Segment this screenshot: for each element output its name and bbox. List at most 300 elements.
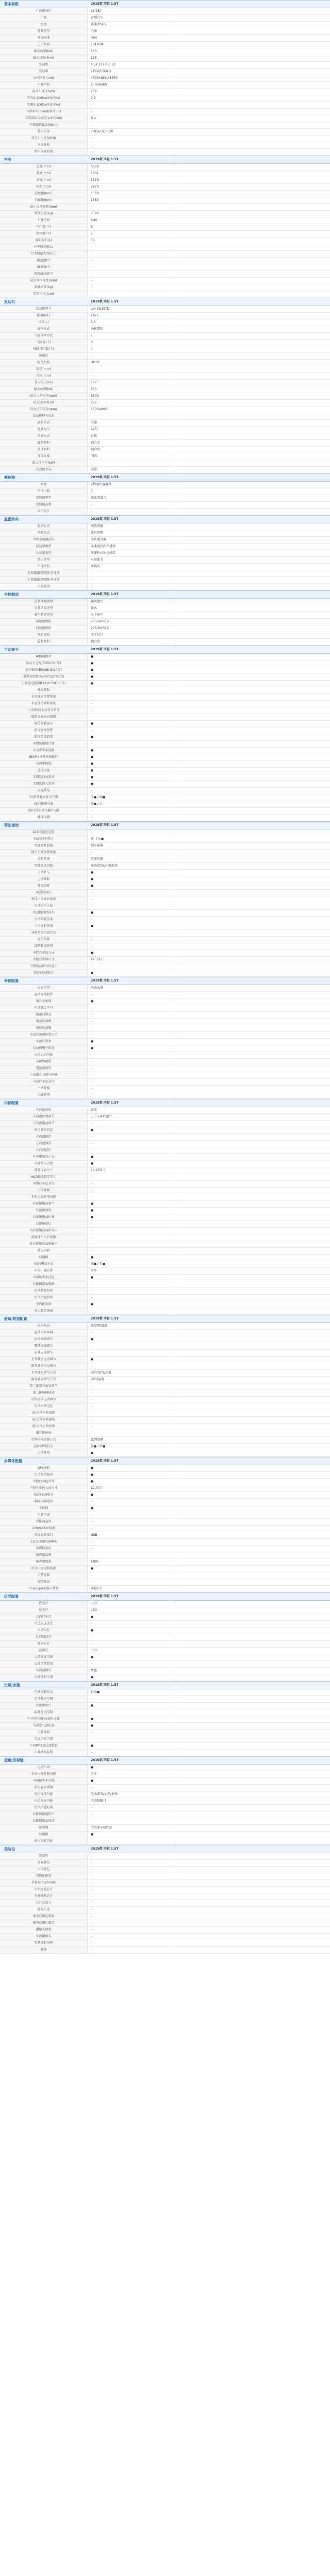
spec-row-spacer [175,1519,330,1525]
spec-row [0,863,330,870]
spec-row [0,1330,330,1336]
spec-label: 电动车窗 [0,1765,88,1771]
spec-row-spacer [175,1147,330,1154]
spec-value: 铝合金 [88,639,175,645]
spec-row [0,1167,330,1174]
spec-label: 能源类型 [0,28,88,35]
spec-value: - [88,353,175,359]
spec-row [0,1860,330,1867]
spec-value: 承载式 [88,564,175,570]
spec-value: - [88,943,175,950]
spec-value: - [88,109,175,115]
spec-value: 1560 [88,191,175,197]
spec-label: 座椅高低调节 [0,1336,88,1343]
spec-label: 后排液晶屏 [0,1519,88,1525]
spec-label: 外后视镜自动防眩目 [0,1241,88,1247]
spec-row-spacer [175,550,330,556]
spec-row [0,420,330,427]
spec-value: - [88,1709,175,1716]
spec-label: 纵向通过角(°) [0,271,88,277]
section-header-spacer [175,1458,330,1465]
spec-value: - [88,1181,175,1187]
spec-row [0,171,330,177]
spec-row [0,1614,330,1621]
spec-row [0,1947,330,1954]
spec-row-spacer [175,774,330,781]
spec-row-spacer [175,577,330,583]
spec-row-spacer [175,856,330,862]
spec-label: 胎压监测装置 [0,734,88,740]
spec-row-spacer [175,943,330,950]
spec-value: SUV [88,217,175,224]
spec-row-spacer [175,1907,330,1913]
spec-row [0,896,330,903]
spec-label: 后座出风口 [0,1703,88,1709]
spec-row-spacer [175,654,330,660]
spec-row [0,177,330,184]
spec-label: 最高车速(km/h) [0,89,88,95]
spec-value: - [88,204,175,210]
spec-label: 方向盘加热 [0,1141,88,1147]
section-title: 车身 [4,158,11,162]
spec-row-spacer [175,231,330,237]
spec-label: 后视镜电动调节 [0,1201,88,1207]
spec-label: 配气机构 [0,360,88,366]
spec-value: - [88,1519,175,1525]
spec-label: 大灯延时关闭 [0,1674,88,1681]
spec-row-spacer [175,1025,330,1031]
spec-label: 挡位个数 [0,488,88,495]
spec-row-spacer [175,1134,330,1140]
spec-value: - [88,1065,175,1072]
spec-label: 语音识别控制系统 [0,1566,88,1572]
spec-row [0,191,330,197]
spec-row [0,1811,330,1818]
spec-row [0,1765,330,1771]
spec-label: 副驾驶座电动调节 [0,1363,88,1369]
spec-row [0,1370,330,1377]
spec-value: - [88,278,175,284]
spec-label: 后视镜电动折叠 [0,1214,88,1221]
spec-value: ● [88,1201,175,1207]
spec-label: 电池预加热 [0,1065,88,1072]
spec-value: - [88,1188,175,1194]
spec-row-spacer [175,1736,330,1742]
spec-label: 备胎规格 [0,632,88,638]
spec-label: 运动外观套件 [0,992,88,998]
spec-value: ● [88,1778,175,1784]
spec-row-spacer [175,1288,330,1294]
spec-label: 主驾驶座调节方式 [0,1370,88,1376]
spec-row-spacer [175,1417,330,1423]
spec-row-spacer [175,55,330,61]
spec-row [0,1709,330,1716]
spec-row [0,244,330,251]
spec-row [0,433,330,440]
spec-row-spacer [175,184,330,190]
spec-row-spacer [175,1947,330,1953]
spec-row [0,1913,330,1920]
spec-row-spacer [175,1485,330,1492]
spec-value: - [88,1641,175,1647]
spec-label: 内后视镜自动防眩目 [0,1228,88,1234]
spec-row-spacer [175,1873,330,1879]
spec-label: 整车保修政策 [0,149,88,155]
spec-value: ● [88,1703,175,1709]
spec-value: LED [88,1607,175,1614]
spec-row-spacer [175,1121,330,1127]
spec-label: 最小离地间隙(mm) [0,204,88,210]
spec-row [0,69,330,75]
spec-row-spacer [175,584,330,590]
spec-label: 最大净功率(kW) [0,460,88,466]
spec-label: 主驾驶座电动调节 [0,1357,88,1363]
spec-row-spacer [175,1867,330,1873]
spec-row-spacer [175,1785,330,1791]
spec-label: 主动降噪 [0,1086,88,1092]
spec-label: 接近角(°) [0,258,88,264]
spec-row-spacer [175,1281,330,1287]
spec-value: - [88,1147,175,1154]
spec-row-spacer [175,1377,330,1383]
spec-row [0,667,330,674]
spec-row-spacer [175,1716,330,1722]
spec-value: - [88,1940,175,1946]
spec-row-spacer [175,1444,330,1450]
spec-row-spacer [175,75,330,81]
spec-row-spacer [175,495,330,501]
spec-row [0,1505,330,1512]
spec-row-spacer [175,1390,330,1396]
spec-row [0,1012,330,1019]
spec-row [0,768,330,774]
spec-row-spacer [175,1107,330,1113]
spec-row-spacer [175,674,330,680]
spec-value: - [88,1805,175,1811]
spec-row [0,1791,330,1798]
spec-value: 前后/靠背 [88,1377,175,1383]
spec-row-spacer [175,1601,330,1607]
spec-label: 车内空气调节/花粉过滤 [0,1716,88,1722]
spec-row [0,856,330,863]
spec-row [0,761,330,768]
spec-row [0,380,330,386]
spec-row-spacer [175,238,330,244]
spec-row [0,1201,330,1208]
spec-row-spacer [175,1330,330,1336]
spec-value: - [88,1920,175,1926]
spec-row-spacer [175,748,330,754]
spec-value: - [88,284,175,291]
spec-row-spacer [175,502,330,508]
spec-label: 手机APP远程功能 [0,1880,88,1886]
spec-value: 235/50 R19 [88,625,175,632]
spec-row [0,674,330,681]
spec-row [0,1188,330,1194]
spec-value: - [88,509,175,515]
spec-row-spacer [175,1771,330,1777]
spec-row [0,599,330,605]
spec-value: - [88,460,175,466]
spec-value: ● [88,654,175,660]
spec-row [0,211,330,217]
section-title: 发动机 [4,300,15,304]
spec-label: 车联网 [0,1505,88,1512]
spec-row-spacer [175,346,330,352]
spec-value: - [88,149,175,155]
spec-row [0,1648,330,1654]
spec-label: 车身结构 [0,82,88,88]
spec-row [0,883,330,890]
spec-row-spacer [175,937,330,943]
spec-row-spacer [175,1860,330,1866]
spec-row [0,1674,330,1681]
spec-label: 上市时间 [0,42,88,48]
spec-row-spacer [175,1811,330,1818]
spec-row [0,1194,330,1201]
spec-row [0,488,330,495]
spec-label: 方向盘电动调节 [0,1121,88,1127]
spec-value: ● [88,1275,175,1281]
spec-row [0,1336,330,1343]
spec-row [0,1410,330,1417]
spec-label: 方向盘位置调节 [0,1114,88,1120]
spec-label: 整备质量(kg) [0,211,88,217]
spec-row [0,1107,330,1114]
spec-row-spacer [175,69,330,75]
spec-label: 最大功率转速(rpm) [0,393,88,399]
spec-label: 气缸数(个) [0,340,88,346]
spec-value: 全车 [88,1268,175,1274]
spec-label: 多媒体系统 [0,1546,88,1552]
spec-value: 7挡湿式双离合 [88,482,175,488]
spec-row-spacer [175,400,330,406]
spec-row-spacer [175,537,330,543]
spec-row-spacer [175,923,330,929]
spec-value: ● [88,970,175,976]
spec-value: USB [88,1532,175,1538]
spec-row-spacer [175,870,330,876]
spec-row [0,1893,330,1900]
spec-label: 倒车车侧预警系统 [0,850,88,856]
spec-label: 发动机启停技术 [0,910,88,916]
spec-value: 7 [88,488,175,495]
spec-row [0,523,330,530]
spec-value: ● [88,674,175,680]
section-model-name: 2019款 四驱 1.5T [91,2,119,6]
spec-label: 排量(L) [0,319,88,326]
spec-label: 缸径(mm) [0,366,88,372]
spec-label: 后排侧遮阳帘 [0,1288,88,1294]
spec-section [0,473,330,515]
spec-label: 蓝牙/车载电话 [0,1492,88,1498]
spec-row-spacer [175,1654,330,1660]
spec-row [0,1873,330,1880]
spec-row-spacer [175,89,330,95]
spec-row-spacer [175,930,330,936]
spec-value: - [88,373,175,379]
spec-row [0,284,330,291]
spec-label: HUD抬头数字显示 [0,1174,88,1180]
spec-row [0,788,330,794]
spec-value: - [88,1661,175,1667]
spec-value: 12.3英寸 [88,1485,175,1492]
spec-label: 前/后驻车雷达 [0,836,88,842]
spec-row [0,843,330,850]
spec-label: 满载质量(kg) [0,284,88,291]
section-model-name: 2019款 四驱 1.5T [91,476,119,479]
spec-row-spacer [175,950,330,956]
spec-label: 工信部综合油耗(L/100km) [0,115,88,122]
spec-value: - [88,1221,175,1227]
spec-row [0,707,330,714]
spec-row-spacer [175,1092,330,1098]
spec-label: 后视镜记忆 [0,1221,88,1227]
spec-row-spacer [175,251,330,257]
spec-value: - [88,992,175,998]
spec-row [0,1479,330,1485]
spec-row [0,22,330,28]
spec-row-spacer [175,1039,330,1045]
spec-row-spacer [175,482,330,488]
spec-label: 膝部气囊 [0,815,88,821]
spec-row [0,258,330,264]
spec-value: - [88,1546,175,1552]
spec-label: 前/后排座椅加热 [0,1410,88,1416]
spec-row-spacer [175,836,330,842]
spec-section [0,590,330,646]
spec-value: - [88,1343,175,1349]
spec-row-spacer [175,1648,330,1654]
spec-row [0,570,330,577]
spec-label: 最大功率(kW) [0,386,88,393]
spec-label: 行车电脑显示屏 [0,1154,88,1160]
spec-row-spacer [175,1940,330,1946]
spec-value: 国VI [88,453,175,460]
spec-row [0,313,330,319]
spec-row-spacer [175,619,330,625]
spec-row-spacer [175,998,330,1005]
spec-row [0,619,330,625]
spec-value: 倒车影像 [88,843,175,849]
spec-value: - [88,694,175,700]
spec-label: 侧滑门形式 [0,1012,88,1018]
spec-label: 前/后排侧气囊 [0,801,88,807]
spec-row [0,28,330,35]
spec-label: 多功能方向盘 [0,1127,88,1133]
spec-row [0,149,330,156]
spec-row-spacer [175,340,330,346]
spec-row [0,625,330,632]
spec-section [0,1592,330,1681]
spec-value: - [88,1383,175,1389]
spec-label: 巡航系统 [0,856,88,862]
spec-value: ● [88,774,175,781]
spec-row [0,1039,330,1045]
spec-row-spacer [175,28,330,35]
spec-row-spacer [175,1127,330,1133]
spec-value: - [88,1552,175,1558]
spec-row [0,271,330,278]
spec-row-spacer [175,1437,330,1443]
spec-row [0,1045,330,1052]
spec-row [0,1450,330,1457]
spec-row [0,1634,330,1641]
spec-value: 2670 [88,184,175,190]
spec-row [0,1121,330,1127]
spec-value: - [88,850,175,856]
spec-value: DOHC [88,360,175,366]
spec-value: 全车 [88,1771,175,1777]
spec-value: - [88,1417,175,1423]
spec-row-spacer [175,1559,330,1565]
spec-row-spacer [175,1208,330,1214]
spec-row-spacer [175,1920,330,1926]
spec-label: 长*宽*高(mm) [0,75,88,81]
spec-value: - [88,1621,175,1627]
spec-row-spacer [175,1730,330,1736]
section-header-spacer [175,1,330,8]
spec-value: 自动● [88,1689,175,1696]
spec-label: 前方碰撞预警 [0,727,88,734]
spec-value: - [88,890,175,896]
spec-row-spacer [175,660,330,667]
spec-row-spacer [175,1621,330,1627]
spec-value: 7.9 [88,95,175,101]
spec-row-spacer [175,8,330,14]
spec-value: ● [88,883,175,889]
spec-value: 4500*1831*1670 [88,75,175,81]
spec-label: 油箱容积(L) [0,238,88,244]
section-header [0,1756,330,1765]
spec-label: 第三排座椅 [0,1430,88,1436]
spec-value: 涡轮增压 [88,326,175,332]
spec-value: 电动调节/加热/折叠 [88,1791,175,1798]
spec-row-spacer [175,681,330,687]
spec-row-spacer [175,1743,330,1749]
section-header-spacer [175,156,330,163]
spec-value: ● [88,910,175,916]
spec-row-spacer [175,48,330,55]
spec-value: - [88,1403,175,1410]
spec-row-spacer [175,326,330,332]
spec-label: 后排独立空调 [0,1696,88,1702]
spec-value: ● [88,1336,175,1343]
spec-label: 电动后备厢 [0,1019,88,1025]
spec-value: ● [88,667,175,673]
spec-row [0,1818,330,1825]
spec-row-spacer [175,707,330,714]
spec-label: 大灯清洗装置 [0,1661,88,1667]
spec-row-spacer [175,95,330,101]
spec-row-spacer [175,1791,330,1798]
spec-row [0,1437,330,1444]
spec-row-spacer [175,191,330,197]
spec-label: 后风挡遮阳帘 [0,1805,88,1811]
spec-section [0,1845,330,1954]
spec-label: 主动降噪 [0,1188,88,1194]
spec-row [0,870,330,876]
spec-value: - [88,1397,175,1403]
spec-row-spacer [175,1709,330,1716]
spec-row [0,1499,330,1505]
spec-row [0,992,330,998]
spec-value: 盘式 [88,605,175,612]
spec-row-spacer [175,801,330,807]
spec-value: 前● / 后- [88,801,175,807]
spec-value: - [88,1572,175,1579]
spec-row-spacer [175,406,330,413]
